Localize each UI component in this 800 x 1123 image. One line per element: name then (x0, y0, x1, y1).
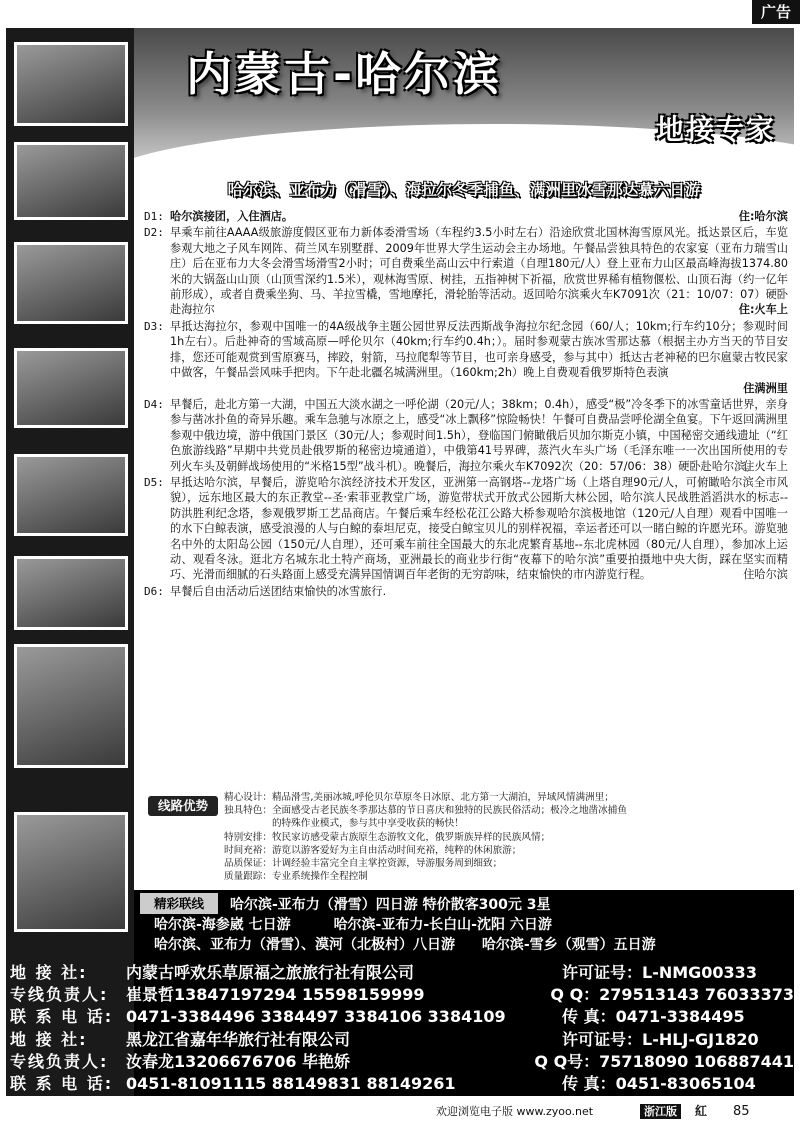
contact-block (6, 962, 794, 1095)
featured-line: 哈尔滨-海参崴 七日游 (154, 917, 291, 933)
contact-value: 0451-81091115 88149831 88149261 (126, 1074, 456, 1094)
photo-camels (14, 454, 128, 536)
itinerary-day (144, 209, 788, 224)
day-text: 早抵达哈尔滨，早餐后，游览哈尔滨经济技术开发区，亚洲第一高钢塔--龙塔广场（上塔自理90元/人，可俯瞰哈尔滨全市风貌），远东地区最大的东正教堂--圣·索菲亚教堂广场，游览带状式开放式公园斯大林公园，哈尔滨人民战胜滔滔洪水的标志--防洪胜利纪念塔，参观俄罗斯工艺品商店。午餐后乘车经松花江公路大桥参观哈尔滨极地馆（120元/人自理）观看中国唯一的水下白鲸表演，感受浪漫的人与白鲸的泰坦尼克，接受白鲸宝贝儿的别样祝福，幸运者还可以一睹白鲸的许愿光环。游览驰名中外的太阳岛公园（150元/人自理），还可乘车前往全国最大的东北虎繁育基地--东北虎林园（80元/人自理），参加冰上运动、观看冬泳。逛北方名城东北土特产商场，亚洲最长的商业步行街“夜幕下的哈尔滨”重要拍摄地中央大街，踩在坚实而精巧、光滑而细腻的石头路面上感受充满异国情调百年老街的无穷韵味，结束愉快的市内游览行程。 (170, 475, 788, 582)
day-text: 早抵达海拉尔，参观中国唯一的4A级战争主题公园世界反法西斯战争海拉尔纪念园（60/人；10km;行车约10分；参观时间1h左右）。后赴神奇的雪域高原—呼伦贝尔（40km;行车约0.4h；）。届时参观蒙古族冰雪那达慕（根据主办方当天的节目安排，您还可能观赏到雪原赛马，摔跤，射箭，马拉爬犁等节目，也可亲身感受，参与其中）抵达古老神秘的巴尔扈蒙古牧民家中做客，午餐品尝风味手把肉。下午赴北疆名城满洲里。（160km;2h）晚上自费观看俄罗斯特色表演 (170, 319, 788, 380)
contact-row (6, 962, 794, 984)
featured-line-row (142, 935, 794, 955)
ad-tag: 广告 (752, 0, 800, 24)
photo-fishing-group (14, 812, 128, 932)
contact-label: 专线负责人: (10, 985, 109, 1005)
featured-line: 哈尔滨-雪乡（观雪）五日游 (481, 937, 656, 953)
advantage-item: 时间充裕：游览以游客爱好为主自由活动时间充裕，纯粹的休闲旅游； (224, 844, 522, 856)
day-text: 哈尔滨接团，入住酒店。 (170, 210, 294, 223)
page-number: 85 (733, 1104, 750, 1119)
contact-label: 专线负责人: (10, 1051, 109, 1071)
page-footer (0, 1100, 800, 1123)
contact-value: 崔景哲13847197294 15598159999 (126, 985, 425, 1005)
contact-label: 地 接 社: (10, 963, 88, 982)
main-content (134, 28, 794, 890)
photo-ice-sculpture-night (14, 142, 128, 220)
photo-snow-sculpture-face (14, 348, 128, 428)
ad-frame (6, 28, 794, 1096)
contact-row (6, 1073, 794, 1095)
featured-lines-label: 精彩联线 (140, 893, 218, 914)
day-stay: 住:火车上 (738, 303, 788, 317)
day-label: D5: (144, 475, 164, 489)
photo-horse-riders (14, 242, 128, 324)
contact-value: 内蒙古呼欢乐草原福之旅旅行社有限公司 (126, 963, 415, 982)
day-stay: 住满洲里 (743, 381, 788, 395)
day-label: D4: (144, 397, 164, 411)
contact-label: 地 接 社: (10, 1029, 88, 1049)
contact-extra: Q Q号：75718090 106887441 (534, 1051, 794, 1071)
itinerary (144, 209, 788, 600)
featured-line-row (142, 915, 794, 935)
advantages-list (224, 791, 790, 883)
advantage-item: 精心设计：精品滑雪,美丽冰城,呼伦贝尔草原冬日冰原、北方第一大湖泊，异域风情满洲里； (224, 792, 614, 803)
photo-snowboarder (14, 42, 128, 126)
day-stay: 住火车上 (743, 459, 788, 473)
featured-line: 哈尔滨、亚布力（滑雪）、漠河（北极村）八日游 (154, 937, 455, 953)
contact-label: 联 系 电 话: (10, 1074, 114, 1094)
photo-column (6, 28, 134, 1096)
contact-label: 联 系 电 话: (10, 1007, 114, 1027)
day-text: 早餐后自由活动后送团结束愉快的冰雪旅行. (170, 584, 387, 598)
contact-value: 0471-3384496 3384497 3384106 3384109 (126, 1007, 506, 1027)
contact-row (6, 984, 794, 1006)
advantage-item: 品质保证：计调经验丰富完全自主掌控资源，导游服务周到细致； (224, 858, 503, 870)
day-label: D1: (144, 210, 164, 223)
advantage-item: 特别安排：牧民家访感受蒙古族原生态游牧文化，俄罗斯族异样的民族风情； (224, 831, 551, 843)
day-label: D6: (144, 584, 164, 598)
contact-value: 黑龙江省嘉年华旅行社有限公司 (126, 1029, 351, 1049)
day-text: 早餐后，赴北方第一大湖，中国五大淡水湖之一呼伦湖（20元/人；38km；0.4h），感受“极”冷冬季下的冰雪童话世界，亲身参与凿冰扑鱼的奇异乐趣。乘车急驰与冰原之上，感受“冰上飘移”惊险畅快！午餐可自费品尝呼伦湖全鱼宴。下午返回满洲里参观中俄边境，游中俄国门景区（30元/人；参观时间1.5h），登临国门俯瞰俄后贝加尔斯克小镇，中国秘密交通线遗址（“红色旅游线路”早期中共党员赴俄罗斯的秘密边境通道），中俄第41号界碑，蒸汽火车头广场（毛泽东唯一一次出国所使用的专列火车头及朝鲜战场使用的“米格15型”战斗机）。晚餐后，海拉尔乘火车K7092次（20：57/06：38）硬卧赴哈尔滨。 (170, 397, 788, 473)
advantage-item: 独具特色：全面感受古老民族冬季那达慕的节日喜庆和独特的民族民俗活动；极冷之地凿冰捕鱼 (224, 805, 627, 817)
contact-extra: 传 真：0451-83065104 (562, 1074, 756, 1094)
footer-site-link[interactable]: 欢迎浏览电子版 www.zyoo.net (436, 1105, 594, 1118)
contact-extra: Q Q：279513143 76033373 (550, 985, 794, 1005)
advantage-item: 的特殊作业模式，参与其中享受收获的畅快！ (224, 818, 464, 830)
contact-row (6, 1006, 794, 1028)
contact-extra: 许可证号：L-NMG00333 (562, 963, 757, 982)
featured-line: 哈尔滨-亚布力（滑雪）四日游 特价散客300元 3星 (230, 897, 551, 913)
contact-value: 汝春龙13206676706 毕艳娇 (126, 1051, 351, 1071)
contact-row (6, 1029, 794, 1051)
featured-lines (142, 895, 794, 955)
route-title: 哈尔滨、亚布力（滑雪）、海拉尔冬季捕鱼、满洲里冰雪那达慕六日游 (227, 181, 701, 199)
day-stay: 住哈尔滨 (743, 568, 788, 582)
itinerary-day (144, 397, 788, 474)
contact-row (6, 1051, 794, 1073)
edition-badge: 浙江版 (640, 1104, 681, 1119)
advantages-label: 线路优势 (148, 796, 218, 816)
day-label: D3: (144, 319, 164, 333)
edition-mark: 紅 (695, 1104, 708, 1118)
photo-sofia-cathedral (14, 644, 128, 768)
photo-crowd-snow (14, 556, 128, 630)
contact-extra: 传 真：0471-3384495 (562, 1007, 745, 1027)
page-subtitle: 地接专家 (655, 113, 776, 146)
itinerary-day (144, 475, 788, 583)
itinerary-day (144, 319, 788, 396)
day-stay: 住:哈尔滨 (738, 210, 788, 224)
day-label: D2: (144, 226, 164, 240)
contact-extra: 许可证号：L-HLJ-GJ1820 (562, 1029, 759, 1049)
itinerary-day (144, 584, 788, 599)
advantage-item: 质量跟踪：专业系统操作全程控制 (224, 871, 368, 883)
page-title: 内蒙古-哈尔滨 (186, 47, 503, 101)
itinerary-day (144, 225, 788, 317)
featured-line: 哈尔滨-亚布力-长白山-沈阳 六日游 (333, 917, 552, 933)
day-text: 早乘车前往AAAA级旅游度假区亚布力新体委滑雪场（车程约3.5小时左右）沿途欣赏北国林海雪原风光。抵达景区后，车览参观大地之子风车网阵、荷兰风车别墅群、2009年世界大学生运动会主办场地。午餐品尝独具特色的农家宴（亚布力瑞雪山庄）后在亚布力大冬会滑雪场滑雪2小时；可自费乘坐高山云中行索道（自理180元/人）登上亚布力山区最高峰海拔1374.80米的大锅盔山山顶（山顶雪深约1.5米），观林海雪原、树挂，五指神树下祈福，欣赏世界稀有植物偃松、山顶石海（约一亿年前形成），或者自费乘坐狗、马、羊拉雪橇，雪地摩托，滑轮胎等活动。返回哈尔滨乘火车K7091次（21：10/07：07）硬卧赴海拉尔 (170, 226, 788, 317)
